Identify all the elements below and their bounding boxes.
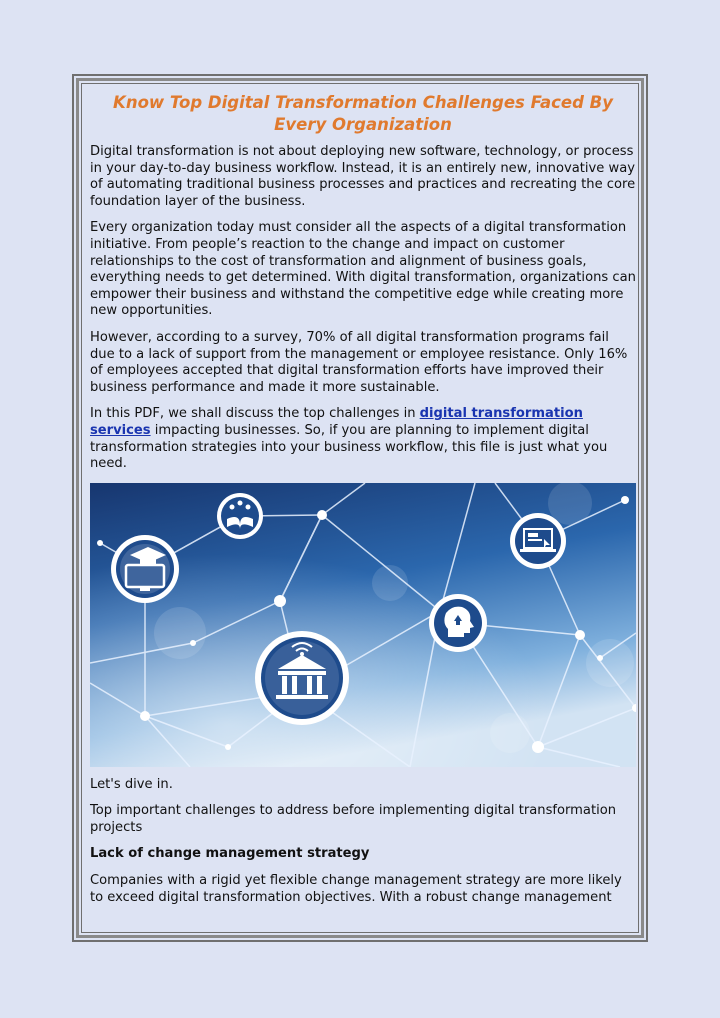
laptop-icon	[510, 513, 566, 569]
paragraph-intro: Digital transformation is not about deploying new software, technology, or process in your day-to-day business workflow. Instead, it is an entirely new, innovative way of automating traditional business processes and practices and recreating the core foundation layer of the business.	[90, 144, 636, 209]
network-hero-image	[90, 483, 636, 767]
paragraph-change-management: Companies with a rigid yet flexible change management strategy are more likely to exceed digital transformation objectives. With a robust change management	[90, 873, 622, 905]
bank-wifi-icon	[255, 631, 349, 725]
paragraph-survey: However, according to a survey, 70% of all digital transformation programs fail due to a lack of support from the management or employee resistance. Only 16% of employees accepted that digital transformation efforts have improved their business performance and made it more sustainable.	[90, 329, 628, 395]
page-border	[72, 74, 648, 942]
pdf-intro-text-after: impacting businesses. So, if you are planning to implement digital transformation strategies into your business workflow, this file is just what you need.	[90, 422, 608, 472]
pdf-intro-text-before: In this PDF, we shall discuss the top challenges in	[90, 406, 420, 422]
book-network-icon	[217, 493, 263, 539]
paragraph-challenges-intro: Top important challenges to address before implementing digital transformation projects	[90, 803, 617, 835]
page-border-innermost	[81, 83, 639, 933]
head-brain-icon	[429, 594, 487, 652]
document-body	[90, 92, 636, 916]
graduation-cap-monitor-icon	[111, 535, 179, 603]
page-border-inner	[76, 78, 644, 938]
paragraph-pdf-intro	[90, 406, 636, 472]
paragraph-considerations: Every organization today must consider all the aspects of a digital transformation initiative. From people’s reaction to the change and impact on customer relationships to the cost of transformation and alignment of business goals, everything needs to get determined. With digital transformation, organizations can empower their business and withstand the competitive edge while creating more new opportunities.	[90, 220, 636, 319]
paragraph-dive-in: Let's dive in.	[90, 776, 173, 792]
section-heading-change-management: Lack of change management strategy	[90, 846, 370, 862]
document-title: Know Top Digital Transformation Challenges Faced By Every Organization	[113, 93, 613, 134]
digital-transformation-services-link[interactable]: digital transformation services	[90, 406, 583, 438]
